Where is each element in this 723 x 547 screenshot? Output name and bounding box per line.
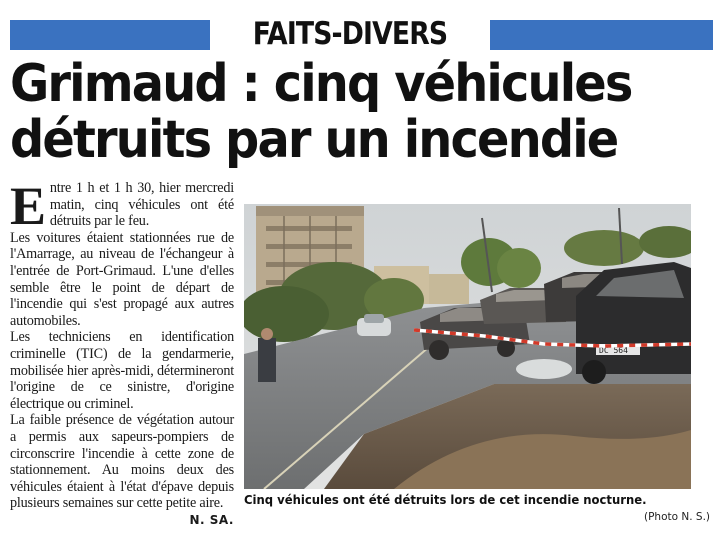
headline-line-2: détruits par un incendie <box>10 110 618 170</box>
dropcap: E <box>10 176 46 236</box>
photo-caption: Cinq véhicules ont été détruits lors de cet incendie nocturne. <box>244 492 647 507</box>
rubric-bar-right <box>490 20 713 50</box>
rubric-title: FAITS-DIVERS <box>252 16 448 52</box>
license-plate: DC 564 <box>599 346 628 355</box>
article-paragraph-1: Les voitures étaient stationnées rue de l'Amarrage, au niveau de l'échangeur à l'entrée de Port-Grimaud. L'une d'elles semble être le point de départ de l'incendie qui s'est propagé aux autres automobiles. <box>10 229 234 329</box>
news-photo <box>244 204 691 489</box>
article-lead-text: ntre 1 h et 1 h 30, hier mercredi matin, cinq véhicules ont été détruits par le feu. <box>49 180 234 230</box>
article-paragraph-2: Les techniciens en identification criminelle (TIC) de la gendarmerie, mobilisée hier après-midi, détermineront l'origine de ce sinistre, d'origine électrique ou criminel. <box>10 329 234 412</box>
headline <box>10 56 659 168</box>
author-signature: N. SA. <box>189 512 234 527</box>
article-paragraph-3-text: La faible présence de végétation autour a permis aux sapeurs-pompiers de circonscrire l'incendie à cette zone de stationnement. Au moins deux des véhicules étaient à l'état d'épave depuis plusieurs semaines sur cette petite aire. <box>10 412 234 512</box>
article-lead <box>10 176 234 236</box>
burned-cars-photo-illustration <box>244 204 691 489</box>
article-paragraph-3 <box>10 412 234 527</box>
rubric-bar-left <box>10 20 210 50</box>
photo-credit: (Photo N. S.) <box>643 511 710 523</box>
article-body <box>10 176 234 528</box>
headline-line-1: Grimaud : cinq véhicules <box>10 54 632 114</box>
